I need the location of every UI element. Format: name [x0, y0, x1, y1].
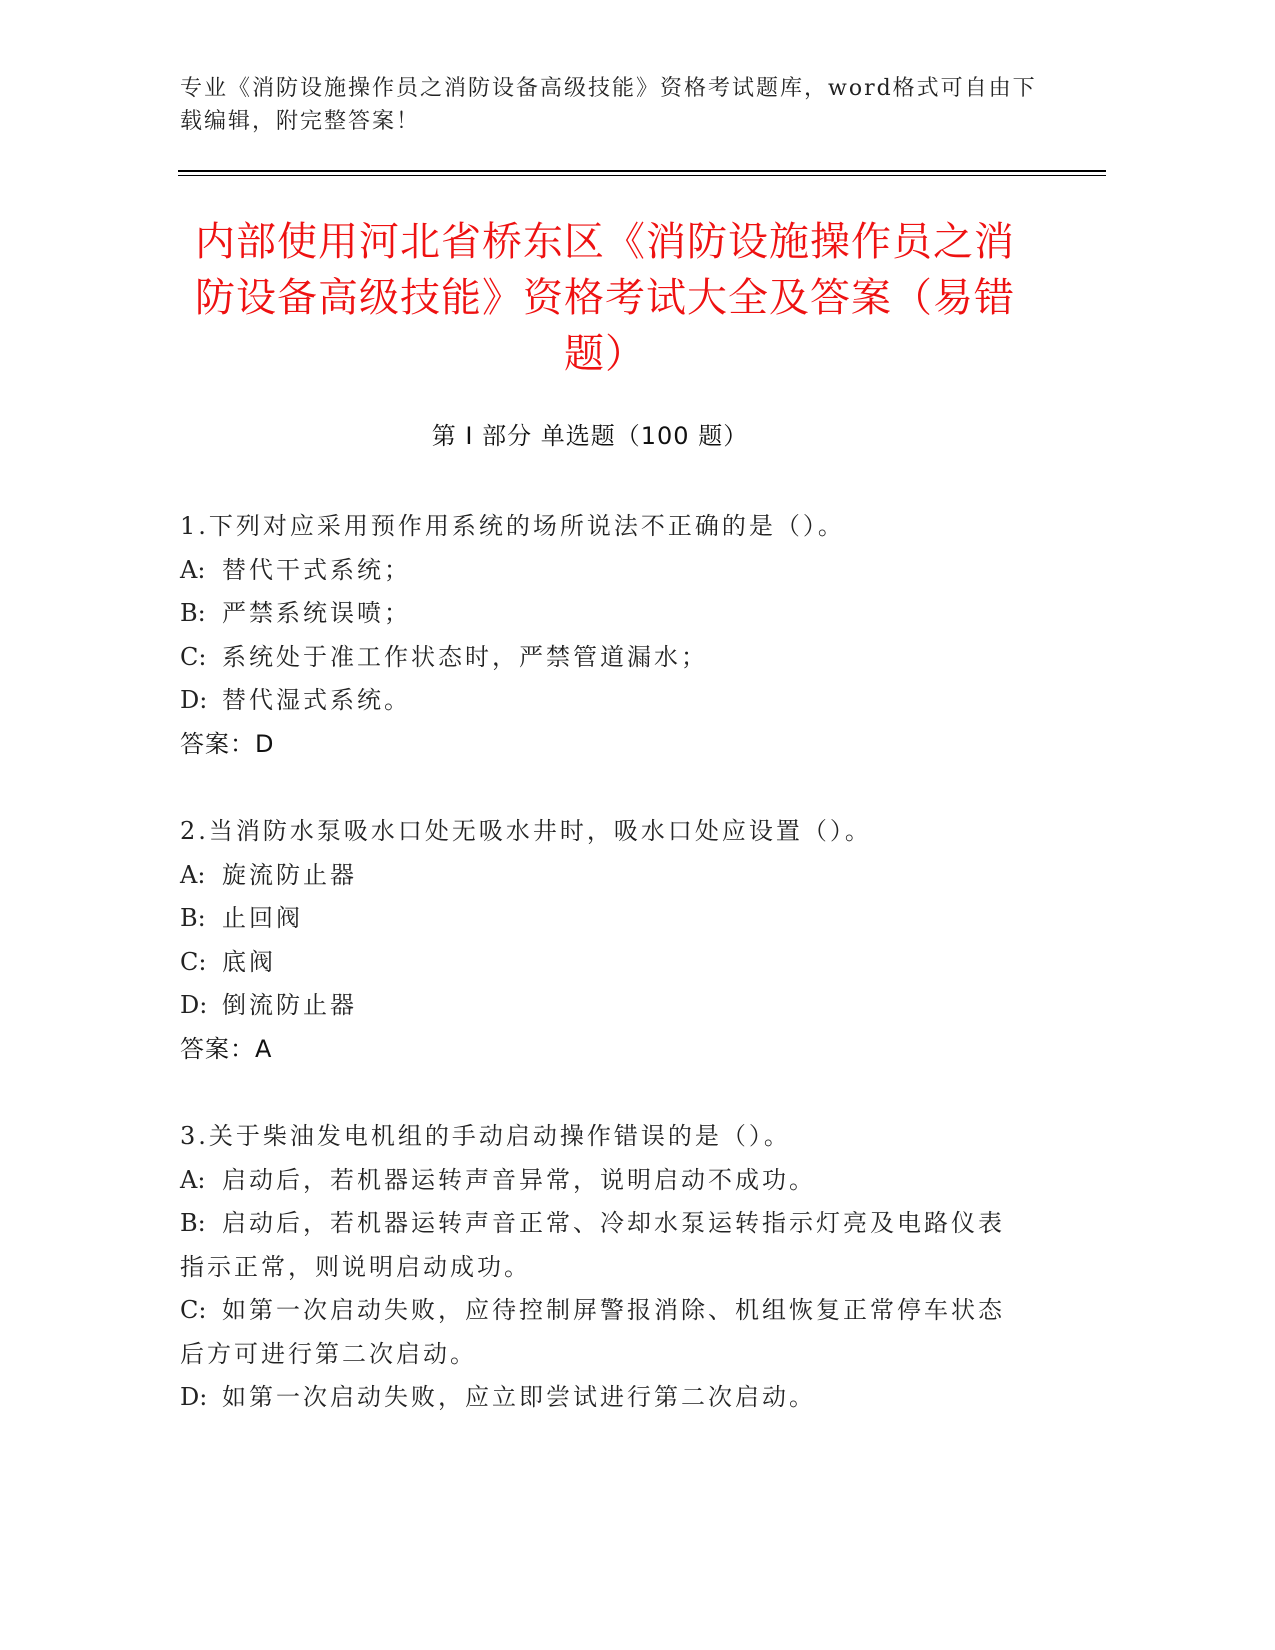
answer-value: A	[255, 1034, 273, 1063]
option-text: 替代湿式系统。	[222, 686, 411, 714]
option-b	[180, 897, 1030, 941]
option-text: 如第一次启动失败，应待控制屏警报消除、机组恢复正常停车状态后方可进行第二次启动。	[180, 1296, 1005, 1368]
option-label: B:	[180, 1209, 206, 1237]
answer-prefix: 答案：	[180, 1034, 255, 1063]
option-label: C:	[180, 642, 207, 671]
question-3	[180, 1115, 1030, 1420]
option-text: 系统处于准工作状态时，严禁管道漏水；	[222, 642, 708, 671]
option-label: C:	[180, 1296, 207, 1324]
option-text: 止回阀	[222, 904, 303, 932]
question-stem: 2.当消防水泵吸水口处无吸水井时，吸水口处应设置（）。	[180, 817, 872, 845]
header-divider-thin	[178, 175, 1106, 176]
option-label: D:	[180, 686, 208, 714]
option-d	[180, 679, 1030, 723]
option-label: C:	[180, 947, 207, 976]
option-c	[180, 1289, 1030, 1376]
option-label: A:	[180, 555, 206, 584]
answer-prefix: 答案：	[180, 729, 255, 758]
question-stem: 1.下列对应采用预作用系统的场所说法不正确的是（）。	[180, 512, 845, 540]
option-label: A:	[180, 860, 206, 889]
option-text: 旋流防止器	[222, 860, 357, 889]
option-a	[180, 549, 1030, 593]
option-a	[180, 854, 1030, 898]
option-a	[180, 1159, 1030, 1203]
option-text: 启动后，若机器运转声音正常、冷却水泵运转指示灯亮及电路仪表指示正常，则说明启动成功。	[180, 1209, 1005, 1281]
option-label: D:	[180, 1383, 208, 1411]
option-d	[180, 984, 1030, 1028]
option-c	[180, 636, 1030, 680]
option-text: 底阀	[222, 947, 276, 976]
answer-line	[180, 1028, 1030, 1072]
question-stem: 3.关于柴油发电机组的手动启动操作错误的是（）。	[180, 1122, 791, 1150]
document-title: 内部使用河北省桥东区《消防设施操作员之消防设备高级技能》资格考试大全及答案（易错题）	[195, 219, 1015, 377]
header-note: 专业《消防设施操作员之消防设备高级技能》资格考试题库，word格式可自由下载编辑，附完整答案！	[180, 76, 1037, 134]
question-2	[180, 810, 1030, 1071]
option-label: D:	[180, 991, 208, 1019]
option-b	[180, 1202, 1030, 1289]
section-heading: 第 I 部分 单选题（100 题）	[431, 422, 749, 450]
header-divider-thick	[178, 170, 1106, 172]
option-label: B:	[180, 904, 206, 932]
question-1	[180, 505, 1030, 766]
option-label: A:	[180, 1165, 206, 1194]
answer-line	[180, 723, 1030, 767]
option-c	[180, 941, 1030, 985]
option-text: 替代干式系统；	[222, 555, 411, 584]
option-d	[180, 1376, 1030, 1420]
option-text: 严禁系统误喷；	[222, 599, 411, 627]
question-list	[180, 505, 1030, 1464]
option-text: 倒流防止器	[222, 991, 357, 1019]
option-b	[180, 592, 1030, 636]
option-label: B:	[180, 599, 206, 627]
answer-value: D	[255, 729, 275, 758]
option-text: 如第一次启动失败，应立即尝试进行第二次启动。	[222, 1383, 816, 1411]
option-text: 启动后，若机器运转声音异常，说明启动不成功。	[222, 1165, 816, 1194]
